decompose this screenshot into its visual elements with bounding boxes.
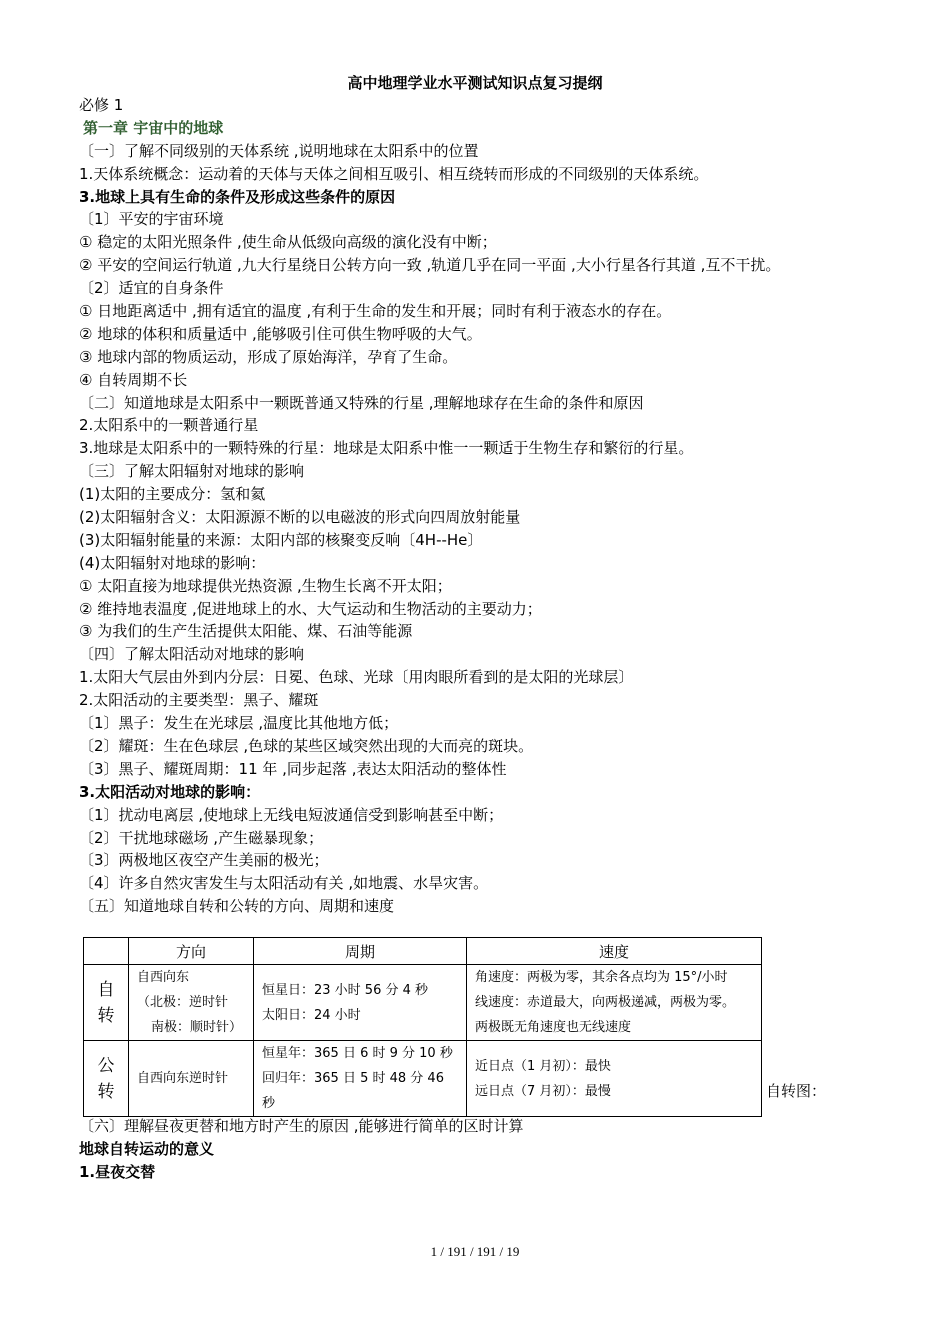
table-header-speed: 速度	[467, 938, 762, 965]
section-heading: 1.昼夜交替	[79, 1162, 156, 1181]
revolution-speed	[467, 1041, 762, 1117]
row-label-char: 转	[97, 1081, 115, 1102]
chapter-heading: 第一章 宇宙中的地球	[83, 118, 224, 137]
text-line: 〔3〕两极地区夜空产生美丽的极光；	[79, 851, 329, 870]
cell-line: 角速度：两极为零，其余各点均为 15°/小时	[475, 970, 728, 985]
earth-motion-table	[83, 937, 762, 1117]
section-heading: 3.太阳活动对地球的影响：	[79, 782, 261, 801]
text-line: 必修 1	[79, 96, 124, 114]
text-line: 〔一〕了解不同级别的天体系统 ,说明地球在太阳系中的位置	[79, 141, 479, 160]
page-number: 1 / 191 / 191 / 19	[430, 1244, 520, 1259]
text-line: 〔3〕黑子、耀斑周期：11 年 ,同步起落 ,表达太阳活动的整体性	[79, 759, 507, 778]
cell-line: 线速度：赤道最大，向两极递减，两极为零。	[475, 995, 736, 1010]
section-heading: 地球自转运动的意义	[79, 1139, 215, 1158]
outline-continued	[79, 1115, 524, 1184]
text-line: 〔1〕黑子：发生在光球层 ,温度比其他地方低；	[79, 714, 399, 733]
text-line: ② 维持地表温度 ,促进地球上的水、大气运动和生物活动的主要动力；	[79, 599, 542, 618]
text-line: 3.地球是太阳系中的一颗特殊的行星：地球是太阳系中惟一一颗适于生物生存和繁衍的行星。	[79, 439, 694, 458]
text-line: 〔2〕适宜的自身条件	[79, 279, 224, 298]
cell-line: 恒星日：23 小时 56 分 4 秒	[262, 982, 429, 998]
text-line: 〔4〕许多自然灾害发生与太阳活动有关 ,如地震、水旱灾害。	[79, 874, 489, 893]
text-line: ② 地球的体积和质量适中 ,能够吸引住可供生物呼吸的大气。	[79, 324, 482, 343]
text-line: ① 稳定的太阳光照条件 ,使生命从低级向高级的演化没有中断；	[79, 233, 497, 252]
text-line: (1)太阳的主要成分：氢和氦	[79, 485, 266, 504]
cell-line: 远日点（7 月初）：最慢	[475, 1083, 611, 1099]
table-row	[84, 965, 762, 1041]
rotation-period	[254, 965, 467, 1041]
text-line: 〔三〕了解太阳辐射对地球的影响	[79, 462, 305, 481]
text-line: 〔2〕耀斑：生在色球层 ,色球的某些区域突然出现的大而亮的斑块。	[79, 736, 534, 755]
section-heading: 3.地球上具有生命的条件及形成这些条件的原因	[79, 187, 396, 206]
text-line: 〔四〕了解太阳活动对地球的影响	[79, 645, 305, 664]
text-line: 2.太阳活动的主要类型：黑子、耀斑	[79, 691, 319, 710]
table-header-corner	[84, 938, 129, 965]
text-line: ③ 地球内部的物质运动，形成了原始海洋，孕育了生命。	[79, 347, 458, 366]
row-label-revolution	[84, 1041, 129, 1117]
row-label-char: 自	[97, 979, 115, 1000]
text-line: 2.太阳系中的一颗普通行星	[79, 416, 259, 435]
cell-line: 近日点（1 月初）：最快	[475, 1058, 611, 1074]
cell-line: 太阳日：24 小时	[262, 1007, 361, 1023]
text-line: 1.天体系统概念：运动着的天体与天体之间相互吸引、相互绕转而形成的不同级别的天体系统。	[79, 164, 709, 183]
text-line: (4)太阳辐射对地球的影响：	[79, 553, 266, 572]
rotation-speed	[467, 965, 762, 1041]
cell-line: （北极：逆时针	[137, 995, 229, 1010]
text-line: 1.太阳大气层由外到内分层：日冕、色球、光球〔用肉眼所看到的是太阳的光球层〕	[79, 668, 634, 687]
text-line: ④ 自转周期不长	[79, 370, 188, 389]
rotation-direction	[129, 965, 254, 1041]
row-label-rotation	[84, 965, 129, 1041]
table-row	[84, 1041, 762, 1117]
table-header-direction: 方向	[129, 938, 254, 965]
text-line: ② 平安的空间运行轨道 ,九大行星绕日公转方向一致 ,轨道几乎在同一平面 ,大小行星各行其道 ,互不干扰。	[79, 256, 781, 275]
text-line: 〔1〕平安的宇宙环境	[79, 210, 224, 229]
revolution-direction	[129, 1041, 254, 1117]
cell-line: 回归年：365 日 5 时 48 分 46 秒	[262, 1071, 444, 1111]
revolution-period	[254, 1041, 467, 1117]
text-line: 〔五〕知道地球自转和公转的方向、周期和速度	[79, 897, 395, 916]
document-title: 高中地理学业水平测试知识点复习提纲	[347, 74, 603, 92]
outline-body	[79, 94, 939, 918]
text-line: 〔二〕知道地球是太阳系中一颗既普通又特殊的行星 ,理解地球存在生命的条件和原因	[79, 393, 644, 412]
text-line: 〔2〕干扰地球磁场 ,产生磁暴现象；	[79, 828, 324, 847]
row-label-char: 公	[97, 1055, 115, 1076]
cell-line: 恒星年：365 日 6 时 9 分 10 秒	[262, 1046, 453, 1061]
cell-line: 自西向东逆时针	[137, 1071, 229, 1086]
cell-line: 两极既无角速度也无线速度	[475, 1020, 632, 1035]
text-line: 〔1〕扰动电离层 ,使地球上无线电短波通信受到影响甚至中断；	[79, 805, 504, 824]
text-line: ① 太阳直接为地球提供光热资源 ,生物生长离不开太阳；	[79, 576, 452, 595]
cell-line: 自西向东	[137, 970, 190, 985]
text-line: (2)太阳辐射含义：太阳源源不断的以电磁波的形式向四周放射能量	[79, 508, 521, 527]
text-line: (3)太阳辐射能量的来源：太阳内部的核聚变反响〔4H--He〕	[79, 530, 483, 549]
text-line: ③ 为我们的生产生活提供太阳能、煤、石油等能源	[79, 622, 413, 641]
cell-line: 南极：顺时针）	[151, 1020, 243, 1035]
text-line: ① 日地距离适中 ,拥有适宜的温度 ,有利于生命的发生和开展；同时有利于液态水的存在。	[79, 302, 672, 321]
row-label-char: 转	[97, 1005, 115, 1026]
rotation-diagram-label: 自转图：	[766, 1082, 827, 1100]
table-header-period: 周期	[254, 938, 467, 965]
table-header-row	[84, 938, 762, 965]
text-line: 〔六〕理解昼夜更替和地方时产生的原因 ,能够进行简单的区时计算	[79, 1117, 524, 1135]
